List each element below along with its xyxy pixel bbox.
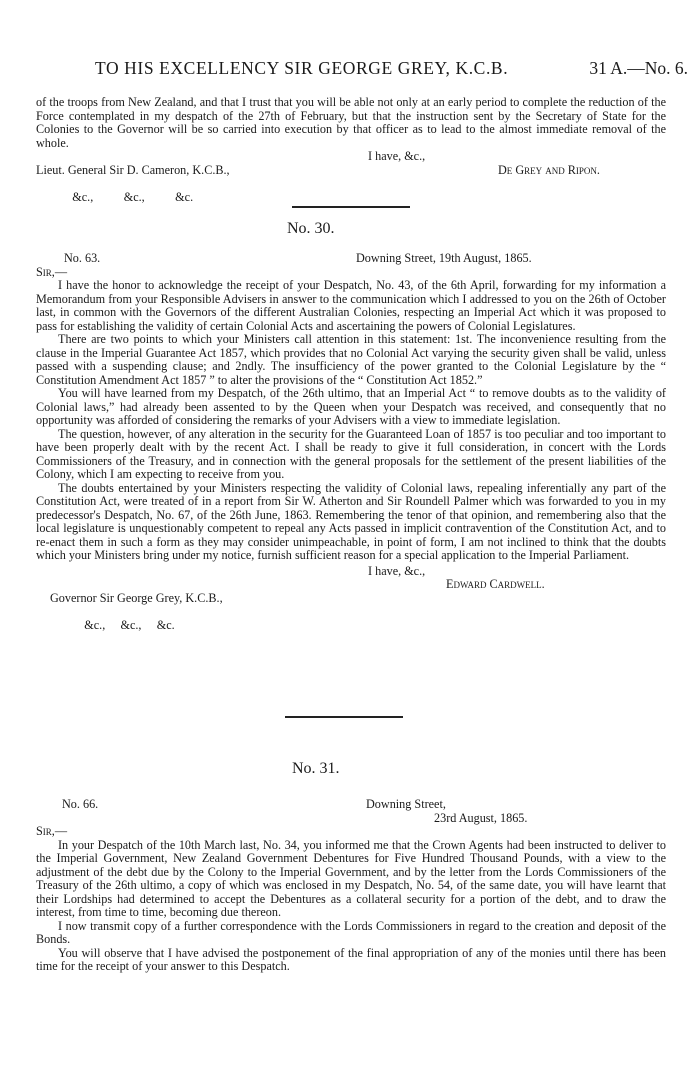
section-heading-no31: No. 31. (292, 760, 340, 777)
paragraph-no31-3: You will observe that I have advised the postponement of the final appropriation of any of the monies until there has been time for the receipt of your answer to this Despatch. (36, 945, 666, 973)
page-header (95, 58, 688, 82)
paragraph-no30-3: You will have learned from my Despatch, of the 26th ultimo, that an Imperial Act “ to remove doubts as to the validity of Colonial laws,” had already been assented to by the Queen when your Despatch was received, and consequently that no opportunity was afforded of considering the remarks of your Advisers with a view to immediate legislation. (36, 386, 666, 427)
signature-no30: Edward Cardwell. (446, 577, 545, 591)
paragraph-no30-1: I have the honor to acknowledge the receipt of your Despatch, No. 43, of the 6th April, forwarding for my information a Memorandum from your Responsible Advisers in answer to the communication which I addressed to you on the 26th of October last, in common with the Governors of the different Australian Colonies, respecting an Imperial Act which it was proposed to pass for establishing the validity of certain Colonial Acts and ascertaining the powers of Colonial Legislatures. (36, 278, 666, 333)
continued-addressee: Lieut. General Sir D. Cameron, K.C.B., (36, 162, 230, 177)
section-divider (285, 716, 403, 718)
running-title: TO HIS EXCELLENCY SIR GEORGE GREY, K.C.B. (95, 58, 509, 78)
paragraph-no31-2: I now transmit copy of a further correspondence with the Lords Commissioners in regard to the creation and deposit of the Bonds. (36, 918, 666, 946)
section-heading-no30: No. 30. (287, 220, 335, 237)
despatch-ref-no31: No. 66. (62, 797, 99, 811)
continued-paragraph: of the troops from New Zealand, and that I trust that you will be able not only at an early period to complete the reduction of the Force contemplated in my despatch of the 27th of February, but that the instruction sent by the Secretary of State for the Colonies to the Governor will be so carried into execution by that officer as to lead to the almost immediate removal of the whole. (36, 95, 666, 150)
continued-closing: I have, &c., (368, 149, 426, 163)
paragraph-no31-1: In your Despatch of the 10th March last, No. 34, you informed me that the Crown Agents had been instructed to deliver to the Imperial Government, New Zealand Government Debentures for Five Hundred Thousand Pounds, with a view to the adjustment of the debt due by the Colony to the Imperial Government, and by the letter from the Lords Commissioners of the Treasury of the 26th ultimo, a copy of which was enclosed in my Despatch, No. 54, of the same date, you will have learnt that their Lordships had determined to accept the Debentures as a collateral security for a portion of the debt, and to draw the interest, from time to time, becoming due thereon. (36, 837, 666, 919)
paragraph-no30-4: The question, however, of any alteration in the security for the Guaranteed Loan of 1857 is too peculiar and too important to have been properly dealt with by the recent Act. I shall be ready to give it full consideration, in concert with the Lords Commissioners of the Treasury, and in connection with the general proposals for the settlement of the present liabilities of the Colony, which I am expecting to receive from you. (36, 426, 666, 481)
page-number: 31 A.—No. 6. (589, 58, 688, 78)
section-divider (292, 206, 410, 208)
continued-letter (36, 95, 666, 204)
addressee-no30: Governor Sir George Grey, K.C.B., (50, 590, 223, 605)
continued-signature: De Grey and Ripon. (498, 162, 600, 177)
salutation-no30: Sir,— (36, 264, 68, 279)
despatch-ref-no30: No. 63. (64, 251, 101, 265)
despatch-date-no30: Downing Street, 19th August, 1865. (356, 251, 532, 265)
salutation-no31: Sir,— (36, 824, 68, 838)
etc-no30: &c., &c., &c. (84, 617, 175, 632)
continued-etc: &c., &c., &c. (72, 189, 194, 204)
paragraph-no30-2: There are two points to which your Ministers call attention in this statement: 1st. The inconvenience resulting from the clause in the Imperial Guarantee Act 1857, which provides that no Colonial Act varying the security given shall be valid, unless passed with a suspending clause; and 2ndly. The insufficiency of the power granted to the Colonial Legislature by the “ Constitution Amendment Act 1857 ” to alter the provisions of the “ Constitution Act 1852.” (36, 332, 666, 387)
despatch-date-no31-line2: 23rd August, 1865. (434, 810, 528, 825)
despatch-date-no31-line1: Downing Street, (366, 797, 446, 811)
closing-no30: I have, &c., (368, 563, 426, 578)
despatch-no31 (36, 798, 666, 974)
paragraph-no30-5: The doubts entertained by your Ministers respecting the validity of Colonial laws, repealing inferentially any part of the Constitution Act, were treated of in a report from Sir W. Atherton and Sir Roundell Palmer which was forwarded to you in my predecessor's Despatch, No. 67, of the 26th June, 1863. Remembering the tenor of that opinion, and remembering also that the local legislature is unquestionably competent to repeal any Acts passed in implicit contravention of the Constitution Act, and to re-enact them in such a form as they may consider unimpeachable, in point of form, I am not inclined to think that the doubts which your Ministers bring under my notice, furnish sufficient reason for a special application to the Imperial Parliament. (36, 480, 666, 562)
despatch-no30 (36, 251, 666, 632)
